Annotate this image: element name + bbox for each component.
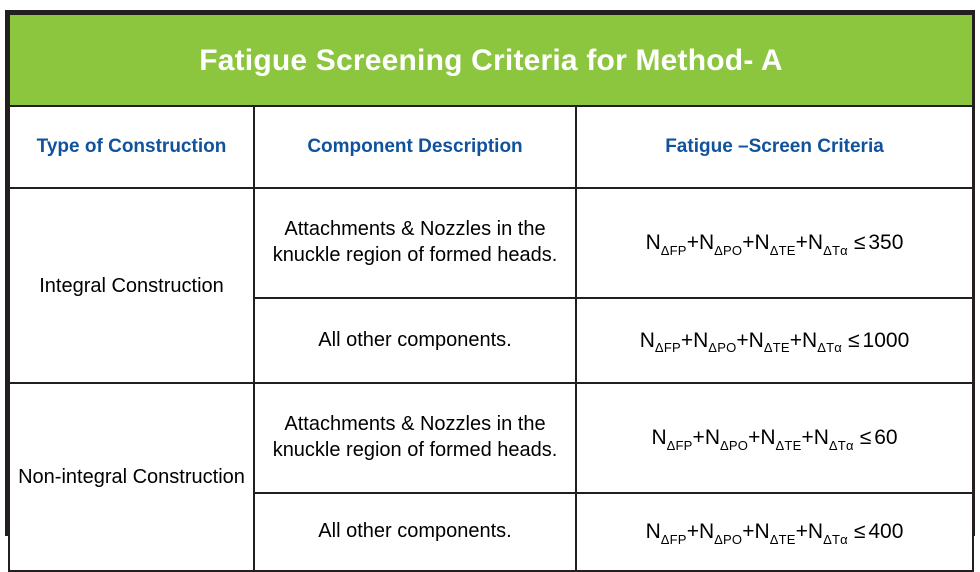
formula-relation: ≤ [848,328,860,352]
criteria-cell [576,188,973,298]
fatigue-criteria-table-container [5,10,975,547]
formula-term: $N_{\Delta T\alpha}$ [807,520,848,547]
table-title-row [9,14,973,106]
formula-relation: ≤ [853,231,866,255]
component-description-cell [254,383,576,493]
formula-limit: 350 [868,231,904,255]
formula-term: $N_{\Delta FP}$ [639,328,681,356]
formula-operator: + [692,426,705,450]
criteria-formula [585,425,964,453]
formula-operator: + [742,231,755,255]
criteria-formula [585,230,964,258]
formula-term: $N_{\Delta FP}$ [651,426,693,453]
table-header-row [9,106,973,188]
formula-operator: + [795,231,808,255]
formula-operator: + [801,426,814,450]
formula-limit: 1000 [862,328,910,352]
component-description-label: All other components. [318,520,512,543]
formula-term: $N_{\Delta TE}$ [754,231,796,258]
column-header-fatigue-screen-criteria [576,106,973,188]
formula-relation: ≤ [853,520,866,544]
formula-operator: + [686,231,699,255]
criteria-cell [576,383,973,493]
construction-type-label: Non-integral Construction [18,466,245,488]
formula-term: $N_{\Delta PO}$ [698,520,743,547]
formula-term: $N_{\Delta PO}$ [704,426,749,453]
criteria-cell [576,493,973,571]
formula-term: $N_{\Delta TE}$ [748,328,790,356]
formula-term: $N_{\Delta T\alpha}$ [807,231,848,258]
formula-term: $N_{\Delta FP}$ [645,231,687,258]
component-description-cell [254,188,576,298]
column-header-component-description [254,106,576,188]
formula-term: $N_{\Delta T\alpha}$ [802,328,842,356]
formula-operator: + [795,520,808,544]
column-header-label: Type of Construction [36,136,227,158]
fatigue-criteria-table [8,13,974,572]
formula-operator: + [789,328,803,352]
column-header-type-of-construction [9,106,254,188]
criteria-cell [576,298,973,383]
table-row [9,188,973,298]
formula-term: $N_{\Delta T\alpha}$ [813,426,854,453]
formula-operator: + [680,328,694,352]
table-row [9,383,973,493]
component-description-label: Attachments & Nozzles in the knuckle region of formed heads. [272,413,558,461]
formula-term: $N_{\Delta FP}$ [645,520,687,547]
formula-operator: + [736,328,749,352]
criteria-formula [585,519,964,547]
component-description-label: Attachments & Nozzles in the knuckle region of formed heads. [272,218,558,266]
formula-relation: ≤ [859,426,872,450]
construction-type-cell-non-integral [9,383,254,571]
formula-term: $N_{\Delta TE}$ [754,520,796,547]
formula-term: $N_{\Delta PO}$ [698,231,743,258]
component-description-label: All other components. [318,328,512,351]
formula-limit: 400 [868,520,904,544]
formula-operator: + [748,426,761,450]
formula-term: $N_{\Delta PO}$ [693,328,737,356]
column-header-label: Fatigue –Screen Criteria [665,136,884,158]
criteria-formula [585,328,964,356]
component-description-cell [254,298,576,383]
construction-type-cell-integral [9,188,254,383]
component-description-cell [254,493,576,571]
formula-limit: 60 [874,426,898,450]
formula-operator: + [686,520,699,544]
construction-type-label: Integral Construction [39,274,224,297]
table-title: Fatigue Screening Criteria for Method- A [199,43,783,77]
formula-term: $N_{\Delta TE}$ [760,426,802,453]
column-header-label: Component Description [307,136,523,158]
formula-operator: + [742,520,755,544]
table-title-cell [9,14,973,106]
